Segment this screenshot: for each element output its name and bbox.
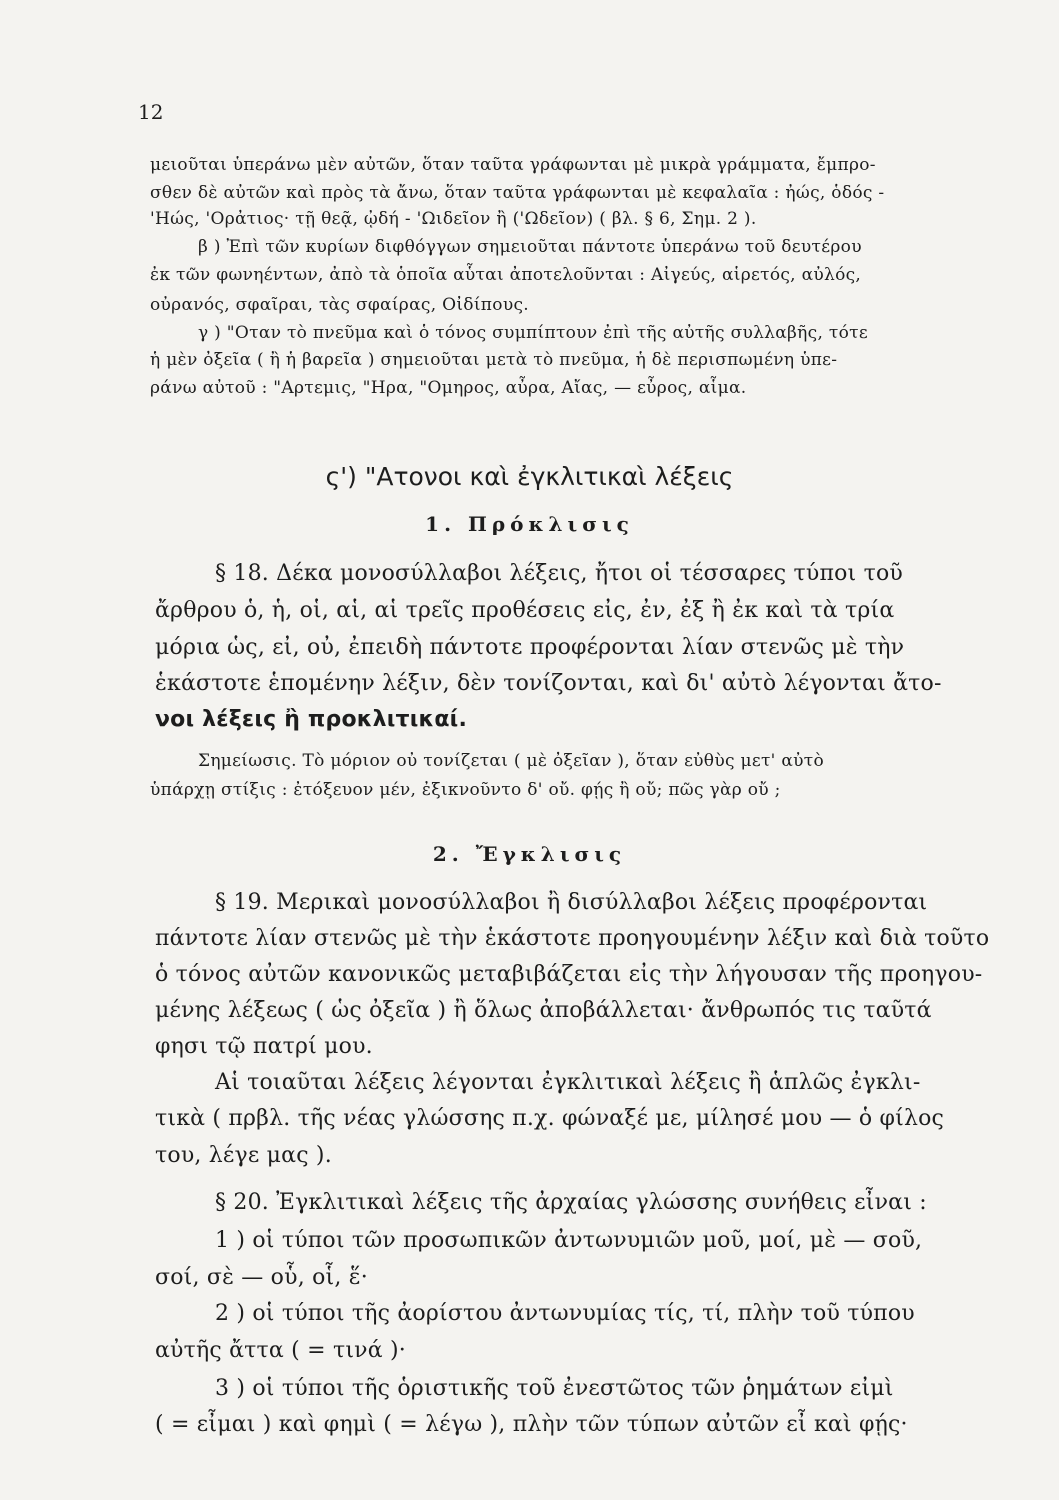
para19-line: ὁ τόνος αὐτῶν κανονικῶς μεταβιβάζεται εἰς τὴν λήγουσαν τῆς προηγου- xyxy=(155,962,983,987)
para19-line: του, λέγε μας ). xyxy=(155,1143,332,1168)
para20-line: § 20. Ἐγκλιτικαὶ λέξεις τῆς ἀρχαίας γλώσσης συνήθεις εἶναι : xyxy=(215,1190,927,1215)
section-heading: ς') "Ατονοι καὶ ἐγκλιτικαὶ λέξεις xyxy=(325,462,734,491)
para19-line: μένης λέξεως ( ὡς ὀξεῖα ) ἢ ὅλως ἀποβάλλεται· ἄνθρωπός τις ταῦτά xyxy=(155,998,932,1023)
note-line: Σημείωσις. Τὸ μόριον οὐ τονίζεται ( μὲ ὀξεῖαν ), ὅταν εὐθὺς μετ' αὐτὸ xyxy=(198,751,824,771)
text-line: ἡ μὲν ὀξεῖα ( ἢ ἡ βαρεῖα ) σημειοῦται μετὰ τὸ πνεῦμα, ἡ δὲ περισπωμένη ὑπε- xyxy=(150,350,838,370)
text-line: ράνω αὐτοῦ : "Αρτεμις, "Ηρα, "Ομηρος, αὖρα, Αἴας, — εὖρος, αἷμα. xyxy=(150,378,747,398)
para19-line: τικὰ ( πρβλ. τῆς νέας γλώσσης π.χ. φώναξέ με, μίλησέ μου — ὁ φίλος xyxy=(155,1106,945,1131)
para18-line: μόρια ὡς, εἰ, οὐ, ἐπειδὴ πάντοτε προφέρονται λίαν στενῶς μὲ τὴν xyxy=(155,635,905,660)
para20-line: σοί, σὲ — οὗ, οἷ, ἕ· xyxy=(155,1265,368,1290)
para20-line: ( = εἶμαι ) καὶ φημὶ ( = λέγω ), πλὴν τῶν τύπων αὐτῶν εἶ καὶ φῄς· xyxy=(155,1412,908,1437)
para20-line: 2 ) οἱ τύποι τῆς ἀορίστου ἀντωνυμίας τίς, τί, πλὴν τοῦ τύπου xyxy=(215,1301,915,1326)
para19-line: Αἱ τοιαῦται λέξεις λέγονται ἐγκλιτικαὶ λέξεις ἢ ἁπλῶς ἐγκλι- xyxy=(215,1070,921,1095)
para19-line: § 19. Μερικαὶ μονοσύλλαβοι ἢ δισύλλαβοι λέξεις προφέρονται xyxy=(215,890,928,915)
subheading-proklisis: 1. Πρόκλισις xyxy=(425,512,634,536)
text-line: 'Ηώς, 'Ορἀτιος· τῇ θεᾷ, ᾠδή - 'Ωιδεῖον ἢ ('Ωδεῖον) ( βλ. § 6, Σημ. 2 ). xyxy=(150,209,757,229)
text-line: μειοῦται ὑπεράνω μὲν αὐτῶν, ὅταν ταῦτα γράφωνται μὲ μικρὰ γράμματα, ἔμπρο- xyxy=(150,155,876,175)
text-line: οὐρανός, σφαῖραι, τὰς σφαίρας, Οἰδίπους. xyxy=(150,295,529,315)
text-line: β ) Ἐπὶ τῶν κυρίων διφθόγγων σημειοῦται πάντοτε ὑπεράνω τοῦ δευτέρου xyxy=(198,237,862,257)
text-line: γ ) "Οταν τὸ πνεῦμα καὶ ὁ τόνος συμπίπτουν ἐπὶ τῆς αὐτῆς συλλαβῆς, τότε xyxy=(198,323,868,343)
text-line: ἐκ τῶν φωνηέντων, ἀπὸ τὰ ὁποῖα αὗται ἀποτελοῦνται : Αἰγεύς, αἱρετός, αὐλός, xyxy=(150,265,862,285)
para19-line: φησι τῷ πατρί μου. xyxy=(155,1034,373,1059)
subheading-enklisis: 2. Ἔγκλισις xyxy=(432,842,627,866)
page-number: 12 xyxy=(138,100,164,124)
para18-line: ἄρθρου ὁ, ἡ, οἱ, αἱ, αἱ τρεῖς προθέσεις εἰς, ἐν, ἐξ ἢ ἐκ καὶ τὰ τρία xyxy=(155,598,895,623)
para18-line: νοι λέξεις ἢ προκλιτικαί. xyxy=(155,707,468,732)
note-line: ὑπάρχῃ στίξις : ἐτόξευον μέν, ἐξικνοῦντο δ' οὔ. φῄς ἢ οὔ; πῶς γὰρ οὔ ; xyxy=(150,780,781,800)
para19-line: πάντοτε λίαν στενῶς μὲ τὴν ἑκάστοτε προηγουμένην λέξιν καὶ διὰ τοῦτο xyxy=(155,926,990,951)
para20-line: 3 ) οἱ τύποι τῆς ὁριστικῆς τοῦ ἐνεστῶτος τῶν ῥημάτων εἰμὶ xyxy=(215,1376,894,1401)
para20-line: αὐτῆς ἄττα ( = τινά )· xyxy=(155,1338,406,1363)
para20-line: 1 ) οἱ τύποι τῶν προσωπικῶν ἀντωνυμιῶν μοῦ, μοί, μὲ — σοῦ, xyxy=(215,1228,923,1253)
para18-line: § 18. Δέκα μονοσύλλαβοι λέξεις, ἤτοι οἱ τέσσαρες τύποι τοῦ xyxy=(215,561,903,586)
text-line: σθεν δὲ αὐτῶν καὶ πρὸς τὰ ἄνω, ὅταν ταῦτα γράφωνται μὲ κεφαλαῖα : ἠώς, ὁδός - xyxy=(150,183,885,203)
para18-line: ἑκάστοτε ἑπομένην λέξιν, δὲν τονίζονται, καὶ δι' αὐτὸ λέγονται ἄτο- xyxy=(155,671,942,696)
